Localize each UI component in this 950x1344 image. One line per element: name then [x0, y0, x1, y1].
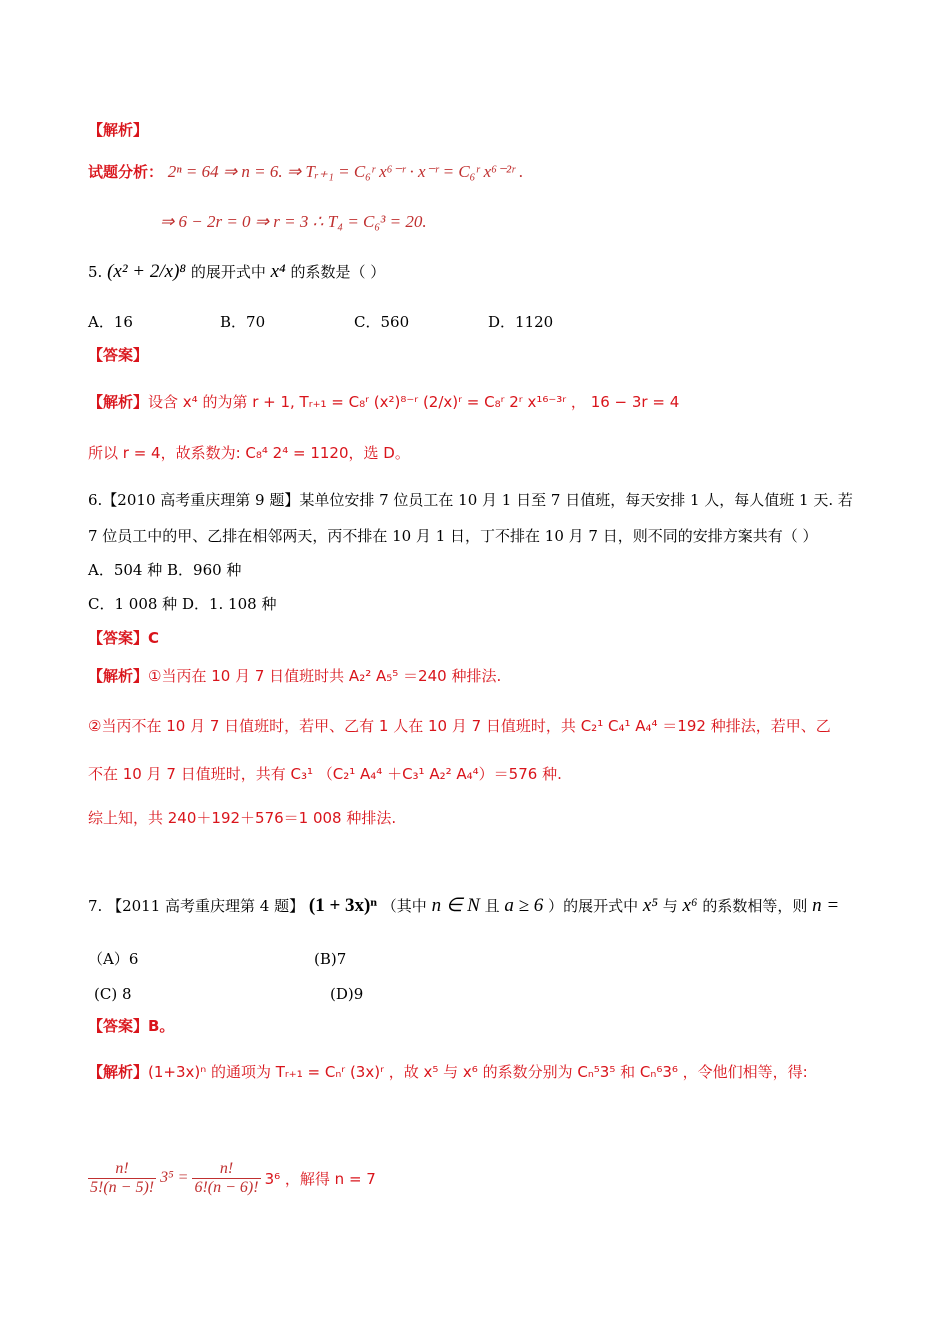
- question-7-head: 7. 【2011 高考重庆理第 4 题】: [88, 897, 305, 915]
- analysis-line-1: [88, 162, 523, 182]
- question-5-option-b: B．70: [220, 313, 266, 331]
- analysis-formula-1: 2ⁿ = 64 ⇒ n = 6. ⇒ Tᵣ₊₁ = C₆ʳ x⁶⁻ʳ · x⁻ʳ = C₆ʳ x⁶⁻²ʳ .: [167, 162, 524, 181]
- question-6-line-2: 7 位员工中的甲、乙排在相邻两天，丙不排在 10 月 1 日，丁不排在 10 月 7 日，则不同的安排方案共有（ ）: [88, 527, 818, 545]
- question-7-text-1: （其中: [381, 897, 427, 915]
- question-7-analysis: [88, 1062, 808, 1082]
- question-7-text-2: 且: [484, 897, 500, 915]
- question-5-answer: 【答案】: [88, 346, 149, 364]
- analysis-heading: 【解析】: [88, 121, 149, 139]
- fraction-left-numerator: n!: [115, 1159, 129, 1177]
- question-6-options-1: A．504 种 B．960 种: [88, 561, 242, 579]
- fraction-left: [88, 1160, 156, 1197]
- question-7-text-3: ）的展开式中: [548, 897, 639, 915]
- question-7-n-in-n: n ∈ N: [431, 895, 480, 916]
- question-5-number: 5.: [88, 263, 103, 281]
- question-5-option-a: A．16: [88, 313, 133, 331]
- question-5-option-c: C．560: [354, 313, 410, 331]
- question-5-analysis-line-2: 所以 r = 4，故系数为: C₈⁴ 2⁴ = 1120，选 D。: [88, 444, 410, 462]
- question-7-analysis-text: (1+3x)ⁿ 的通项为 Tᵣ₊₁ = Cₙʳ (3x)ʳ ，故 x⁵ 与 x⁶ 的系数分别为 Cₙ⁵3⁵ 和 Cₙ⁶3⁶ ，令他们相等，得:: [148, 1063, 808, 1081]
- question-6-analysis-2: ②当丙不在 10 月 7 日值班时，若甲、乙有 1 人在 10 月 7 日值班时，共 C₂¹ C₄¹ A₄⁴ ＝192 种排法，若甲、乙: [88, 717, 831, 735]
- fraction-right-denominator: 6!(n − 6)!: [194, 1178, 259, 1196]
- question-7-n-eq: n =: [812, 895, 840, 916]
- question-6-analysis-label: 【解析】: [88, 667, 149, 685]
- question-7-solution: [88, 1150, 376, 1206]
- question-7-text-5: 的系数相等，则: [702, 897, 808, 915]
- fraction-left-denominator: 5!(n − 5)!: [90, 1178, 155, 1196]
- question-5-analysis: [88, 392, 679, 412]
- question-6-line-1: 6.【2010 高考重庆理第 9 题】某单位安排 7 位员工在 10 月 1 日至 7 日值班，每天安排 1 人，每人值班 1 天. 若: [88, 491, 853, 509]
- question-6-analysis-4: 综上知，共 240＋192＋576＝1 008 种排法.: [88, 809, 397, 827]
- question-6-analysis-text-1: ①当丙在 10 月 7 日值班时共 A₂² A₅⁵ ＝240 种排法.: [148, 667, 502, 685]
- question-5-tail: 的系数是（ ）: [290, 263, 386, 281]
- fraction-right-numerator: n!: [219, 1159, 234, 1177]
- question-7-a-ge-6: a ≥ 6: [504, 895, 544, 916]
- question-7-option-c: (C) 8: [94, 985, 132, 1003]
- equation-tail: 3⁶ ，解得 n = 7: [264, 1169, 376, 1188]
- question-7-answer: 【答案】B。: [88, 1017, 175, 1035]
- question-7-expression: (1 + 3x)ⁿ: [308, 895, 377, 916]
- question-7-option-a: （A）6: [88, 950, 139, 968]
- question-5-text: 的展开式中: [190, 263, 266, 281]
- question-5-x4: x⁴: [270, 261, 286, 282]
- analysis-label: 试题分析：: [88, 163, 164, 181]
- fraction-right: [192, 1160, 260, 1197]
- question-6-answer: 【答案】C: [88, 629, 160, 647]
- question-7-x6: x⁶: [682, 895, 698, 916]
- question-5: [88, 262, 385, 282]
- question-5-analysis-label: 【解析】: [88, 393, 149, 411]
- question-6-analysis-1: [88, 666, 501, 686]
- question-7: [88, 896, 839, 916]
- analysis-formula-2: ⇒ 6 − 2r = 0 ⇒ r = 3 ∴ T₄ = C₆³ = 20.: [160, 212, 427, 231]
- question-7-x5: x⁵: [642, 895, 658, 916]
- analysis-line-2: [160, 212, 427, 232]
- question-7-option-b: (B)7: [314, 950, 347, 968]
- question-5-analysis-text: 设含 x⁴ 的为第 r + 1, Tᵣ₊₁ = C₈ʳ (x²)⁸⁻ʳ (2/x)ʳ = C₈ʳ 2ʳ x¹⁶⁻³ʳ ， 16 − 3r = 4: [148, 393, 680, 411]
- question-5-option-d: D．1120: [488, 313, 554, 331]
- question-5-expression: (x² + 2/x)⁸: [107, 261, 187, 282]
- question-6-analysis-3: 不在 10 月 7 日值班时，共有 C₃¹ （C₂¹ A₄⁴ ＋C₃¹ A₂² A₄⁴）＝576 种.: [88, 765, 562, 783]
- equation-middle: 3⁵ =: [160, 1169, 189, 1186]
- question-7-analysis-label: 【解析】: [88, 1063, 149, 1081]
- question-7-text-4: 与: [662, 897, 678, 915]
- question-6-options-2: C．1 008 种 D．1. 108 种: [88, 595, 277, 613]
- question-7-option-d: (D)9: [330, 985, 364, 1003]
